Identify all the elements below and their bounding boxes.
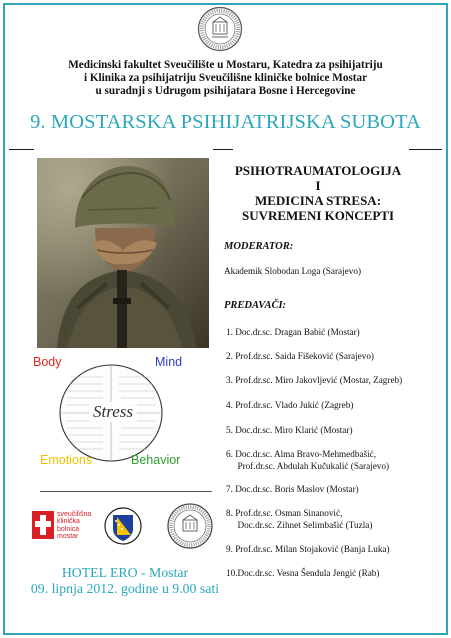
bottom-divider bbox=[40, 491, 212, 492]
organizer-line: u suradnji s Udrugom psihijatara Bosne i Hercegovine bbox=[95, 85, 356, 98]
venue-block bbox=[25, 565, 225, 596]
organizer-line: Medicinski fakultet Sveučilište u Mostaru, Katedra za psihijatriju bbox=[68, 59, 383, 71]
divider-middle bbox=[213, 149, 233, 150]
faculty-seal-icon bbox=[167, 503, 213, 549]
lecturer-item: 7. Doc.dr.sc. Boris Maslov (Mostar) bbox=[226, 484, 359, 494]
organizers-block bbox=[20, 59, 431, 99]
lecturer-item: 8. Prof.dr.sc. Osman Sinanović, Doc.dr.sc. Zihnet Selimbašić (Tuzla) bbox=[226, 508, 373, 530]
lecturer-item: 6. Doc.dr.sc. Alma Bravo-Mehmedbašić, Prof.dr.sc. Abdulah Kučukalić (Sarajevo) bbox=[226, 449, 390, 471]
divider-right bbox=[409, 149, 442, 150]
lecturers-label: PREDAVAČI: bbox=[224, 300, 287, 311]
lecturer-item: 9. Prof.dr.sc. Milan Stojaković (Banja Luka) bbox=[226, 544, 390, 554]
behavior-label: Behavior bbox=[131, 453, 181, 467]
lecturer-item: 10.Doc.dr.sc. Vesna Šendula Jengić (Rab) bbox=[226, 568, 380, 578]
lecturer-item: 4. Prof.dr.sc. Vlado Jukić (Zagreb) bbox=[226, 400, 354, 410]
moderator-name: Akademik Slobodan Loga (Sarajevo) bbox=[224, 266, 362, 276]
lecturer-item: 5. Doc.dr.sc. Miro Klarić (Mostar) bbox=[226, 425, 353, 435]
divider-left bbox=[9, 149, 34, 150]
stress-diagram bbox=[33, 355, 185, 469]
venue-date: 09. lipnja 2012. godine u 9.00 sati bbox=[30, 580, 220, 596]
emotions-label: Emotions bbox=[40, 453, 93, 467]
hospital-cross-logo-icon bbox=[32, 511, 54, 539]
venue-place: HOTEL ERO - Mostar bbox=[61, 565, 189, 580]
soldier-photo bbox=[37, 158, 209, 348]
lecturer-item: 2. Prof.dr.sc. Saida Fišeković (Sarajevo) bbox=[226, 351, 374, 361]
stress-center-label: Stress bbox=[89, 402, 137, 422]
hospital-logo-text: sveučilišna klinička bolnica mostar bbox=[57, 511, 92, 540]
association-logo-icon bbox=[104, 507, 142, 545]
organizer-line: i Klinika za psihijatriju Sveučilišne kliničke bolnice Mostar bbox=[83, 72, 368, 85]
lecturer-item: 1. Doc.dr.sc. Dragan Babić (Mostar) bbox=[226, 327, 360, 337]
subject-title: PSIHOTRAUMATOLOGIJA I MEDICINA STRESA: SUVREMENI KONCEPTI bbox=[234, 163, 402, 223]
partner-logos bbox=[30, 501, 220, 559]
moderator-label: MODERATOR: bbox=[224, 241, 294, 252]
lecturer-item: 3. Prof.dr.sc. Miro Jakovljević (Mostar, Zagreb) bbox=[226, 375, 403, 385]
event-title: 9. MOSTARSKA PSIHIJATRIJSKA SUBOTA bbox=[30, 111, 421, 133]
university-seal-icon bbox=[197, 6, 243, 52]
body-label: Body bbox=[33, 355, 62, 369]
mind-label: Mind bbox=[155, 355, 183, 369]
